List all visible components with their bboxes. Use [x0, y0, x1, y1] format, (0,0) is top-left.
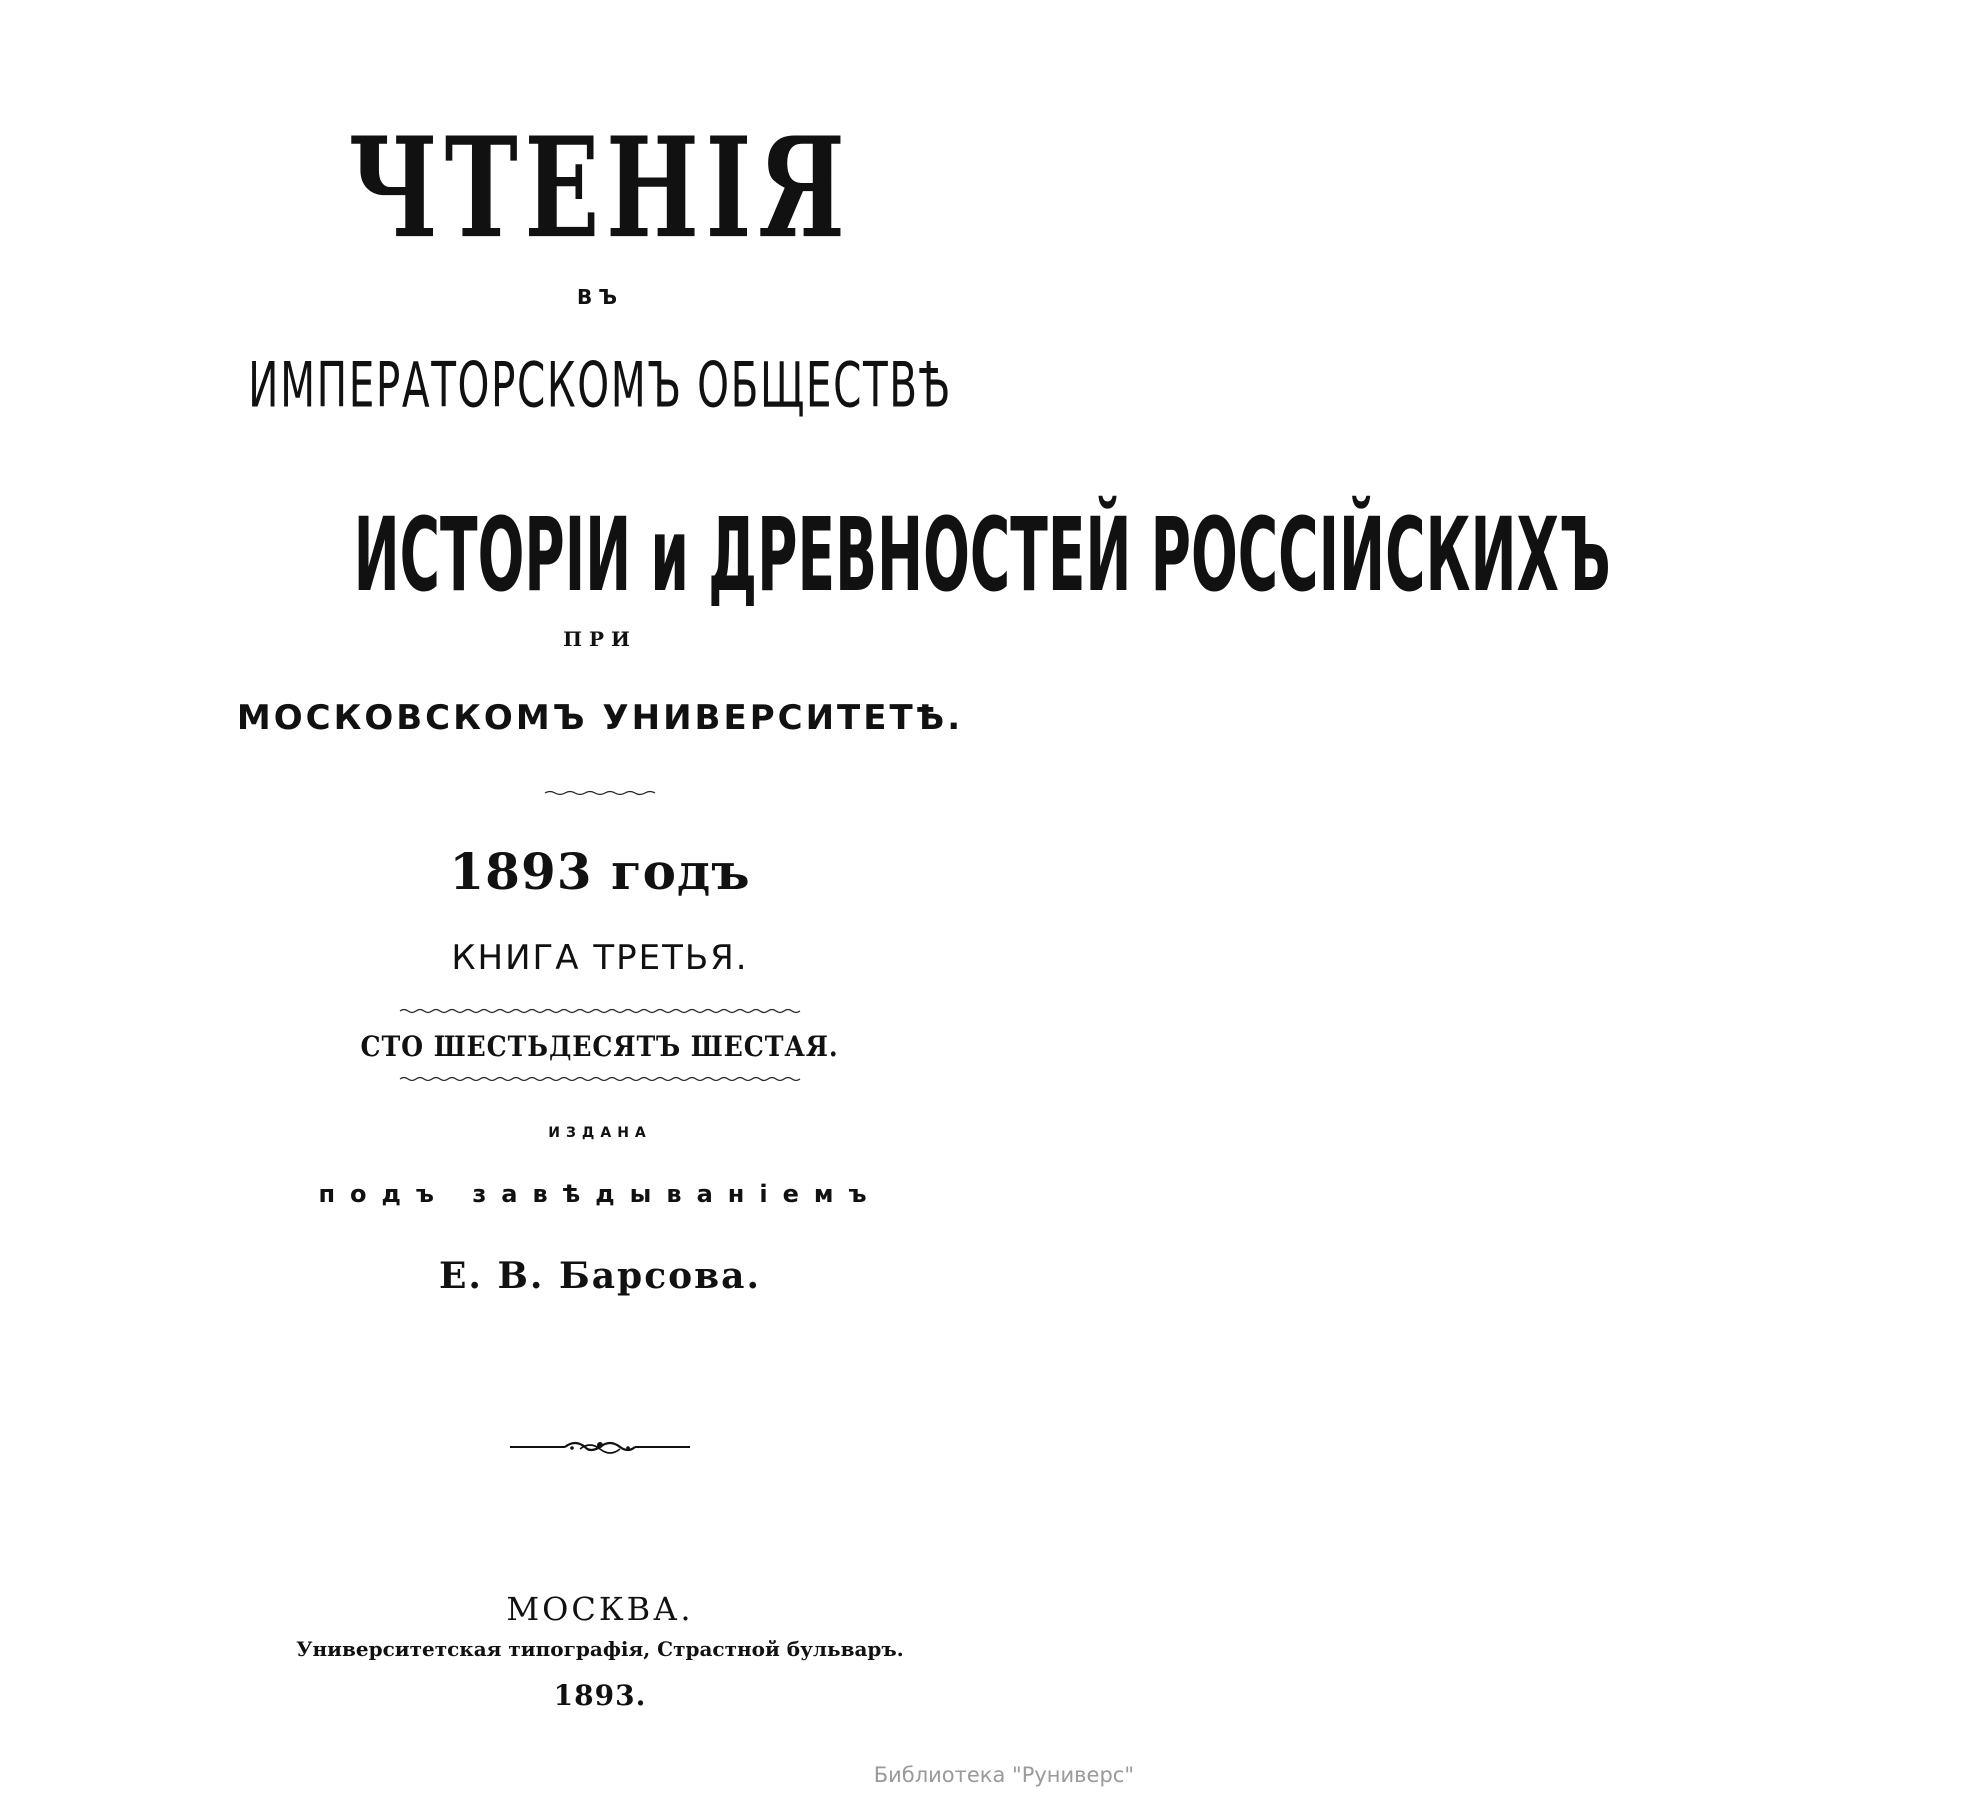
- university-line: [0, 698, 1200, 738]
- pri-text: ПРИ: [563, 627, 637, 651]
- society-line-1-text: ИМПЕРАТОРСКОМЪ ОБЩЕСТВѢ: [248, 350, 952, 423]
- editor-name: Е. В. Барсова.: [438, 1255, 762, 1297]
- year-text: 1893 годъ: [449, 842, 751, 901]
- preposition-text: ВЪ: [576, 285, 624, 309]
- imprint-printer-text: Университетская типографія, Страстной бульваръ.: [296, 1637, 904, 1661]
- preposition-line: [0, 285, 1200, 309]
- year-line: [0, 842, 1200, 901]
- ornament-divider: [0, 1435, 1200, 1459]
- pri-line: [0, 627, 1200, 651]
- volume-text: СТО ШЕСТЬДЕСЯТЪ ШЕСТАЯ.: [360, 1030, 840, 1063]
- university-text: МОСКОВСКОМЪ УНИВЕРСИТЕТѢ.: [236, 698, 964, 738]
- imprint-city-text: МОСКВА.: [506, 1590, 694, 1628]
- imprint-printer: [0, 1637, 1200, 1661]
- imprint-city: [0, 1590, 1200, 1628]
- book-line: [0, 938, 1200, 978]
- volume-line: [0, 1030, 1200, 1063]
- wavy-rule-top: [0, 1007, 1200, 1015]
- society-line-2-text: ИСТОРІИ и ДРЕВНОСТЕЙ РОССІЙСКИХЪ: [353, 496, 1611, 615]
- book-text: КНИГА ТРЕТЬЯ.: [451, 938, 749, 978]
- small-rule: [0, 790, 1200, 796]
- editorship-line: [0, 1180, 1200, 1208]
- library-watermark: Библиотека "Руниверс": [873, 1763, 1134, 1787]
- wavy-rule-bottom: [0, 1075, 1200, 1083]
- editorship-text: подъ завѣдываніемъ: [318, 1180, 882, 1208]
- society-line-2: [0, 496, 1611, 615]
- izdana-text: ИЗДАНА: [548, 1125, 652, 1141]
- main-title-text: ЧТЕНІЯ: [348, 107, 852, 270]
- editor-line: [0, 1255, 1200, 1297]
- imprint-year: [0, 1679, 1200, 1712]
- society-line-1: [0, 350, 1200, 423]
- main-title: [0, 107, 1200, 270]
- imprint-year-text: 1893.: [553, 1679, 647, 1712]
- izdana-line: [0, 1122, 1200, 1141]
